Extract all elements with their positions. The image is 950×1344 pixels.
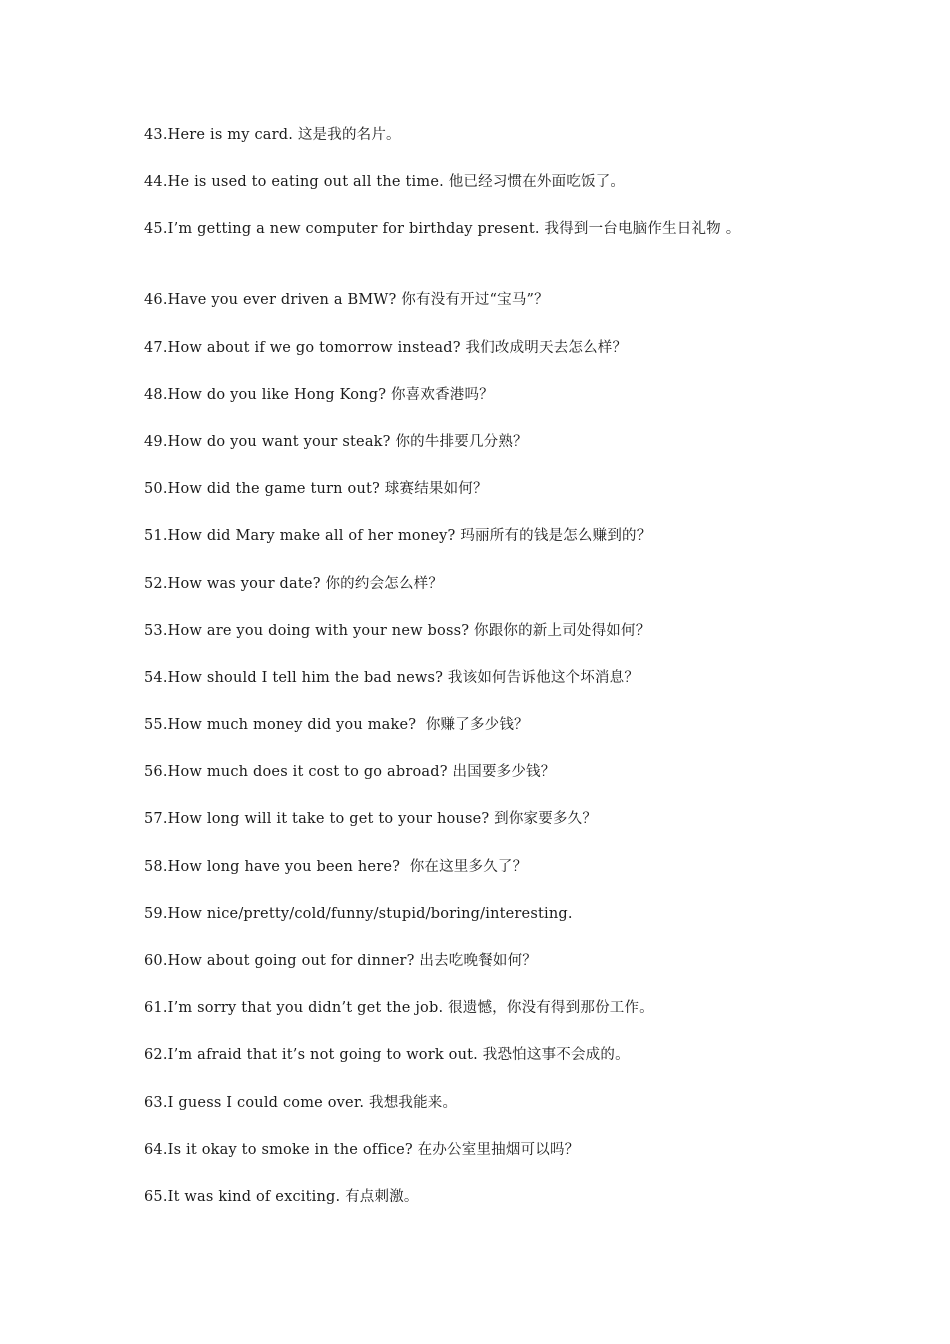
sentence-line: 55.How much money did you make? 你赚了多少钱？: [144, 717, 529, 734]
sentence-list: [144, 125, 924, 1234]
sentence-line: 46.Have you ever driven a BMW? 你有没有开过“宝马”？: [144, 292, 549, 309]
sentence-line: 61.I’m sorry that you didn’t get the job. 很遗憾，你没有得到那份工作。: [144, 1000, 654, 1017]
sentence-line: 48.How do you like Hong Kong? 你喜欢香港吗？: [144, 386, 494, 403]
sentence-line: 50.How did the game turn out? 球赛结果如何？: [144, 481, 488, 498]
sentence-line: 45.I’m getting a new computer for birthday present. 我得到一台电脑作生日礼物 。: [144, 221, 741, 238]
sentence-line: 56.How much does it cost to go abroad? 出国要多少钱？: [144, 764, 556, 781]
sentence-line: 58.How long have you been here? 你在这里多久了？: [144, 858, 528, 875]
sentence-line: 43.Here is my card. 这是我的名片。: [144, 127, 401, 143]
sentence-line: 52.How was your date? 你的约会怎么样？: [144, 575, 444, 592]
sentence-line: 51.How did Mary make all of her money? 玛丽所有的钱是怎么赚到的？: [144, 528, 652, 545]
sentence-line: 63.I guess I could come over. 我想我能来。: [144, 1094, 458, 1111]
sentence-line: 47.How about if we go tomorrow instead? 我们改成明天去怎么样？: [144, 339, 628, 356]
sentence-line: 62.I’m afraid that it’s not going to work out. 我恐怕这事不会成的。: [144, 1047, 630, 1064]
sentence-line: 57.How long will it take to get to your house? 到你家要多久？: [144, 811, 598, 828]
sentence-line: 53.How are you doing with your new boss? 你跟你的新上司处得如何？: [144, 622, 651, 639]
sentence-line: 54.How should I tell him the bad news? 我该如何告诉他这个坏消息？: [144, 669, 640, 686]
sentence-line: 59.How nice/pretty/cold/funny/stupid/boring/interesting.: [144, 905, 573, 922]
sentence-line: 60.How about going out for dinner? 出去吃晚餐如何？: [144, 953, 537, 969]
sentence-line: 64.Is it okay to smoke in the office? 在办公室里抽烟可以吗？: [144, 1141, 580, 1158]
sentence-line: 49.How do you want your steak? 你的牛排要几分熟？: [144, 433, 528, 450]
sentence-line: 44.He is used to eating out all the time. 他已经习惯在外面吃饭了。: [144, 174, 626, 191]
sentence-line: 65.It was kind of exciting. 有点刺激。: [144, 1188, 419, 1205]
